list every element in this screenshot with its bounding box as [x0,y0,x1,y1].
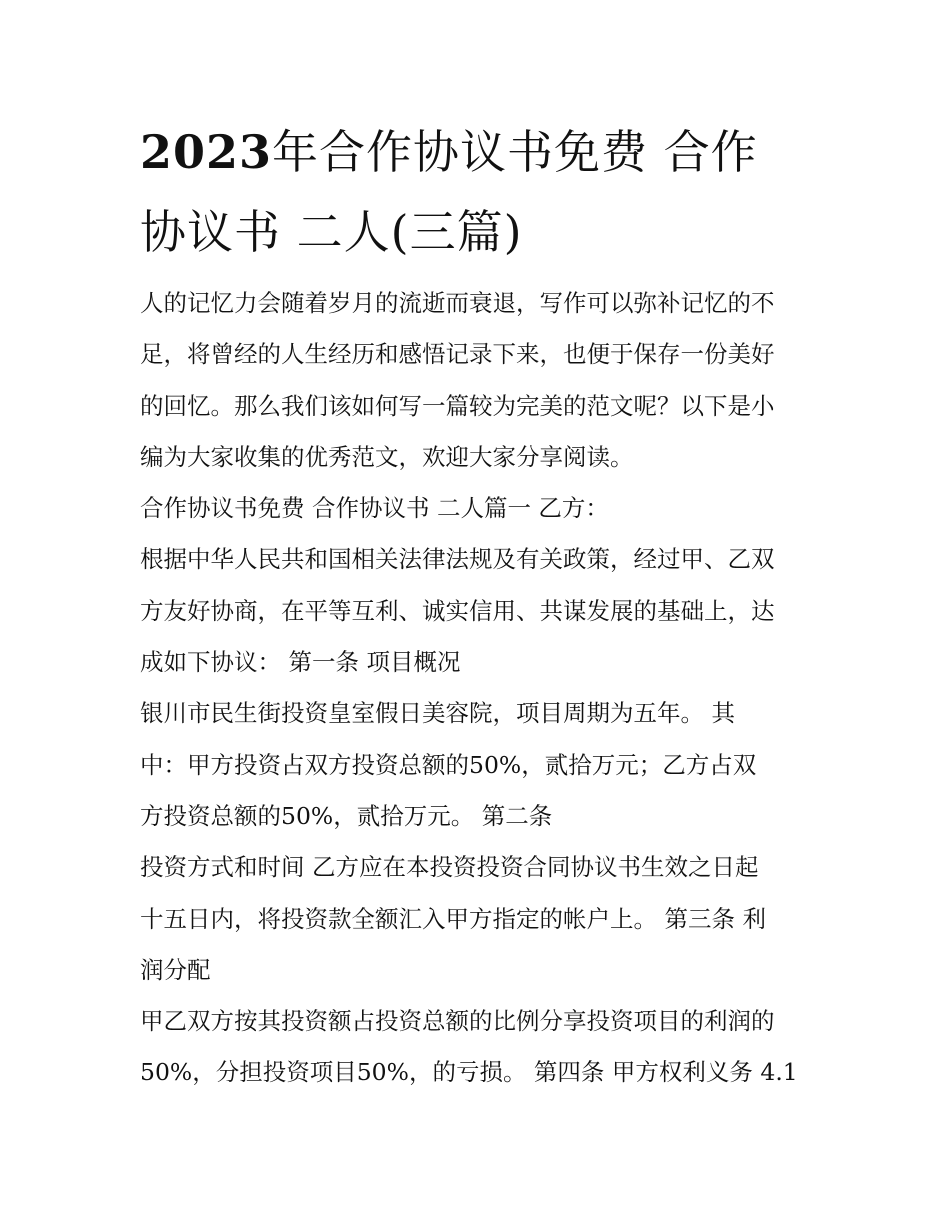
body-line: 50%，分担投资项目50%，的亏损。 第四条 甲方权利义务 4.1 [140,1058,798,1087]
body-line: 成如下协议： 第一条 项目概况 [140,648,461,677]
body-line: 方投资总额的50%，贰拾万元。 第二条 [140,801,553,830]
body-line: 合作协议书免费 合作协议书 二人篇一 乙方： [140,494,609,523]
body-line: 方友好协商，在平等互利、诚实信用、共谋发展的基础上，达 [140,596,775,625]
body-line: 甲乙双方按其投资额占投资总额的比例分享投资项目的利润的 [140,1007,775,1036]
title-line: 协议书 二人(三篇) [140,205,523,259]
document-body [140,278,820,1099]
body-line: 编为大家收集的优秀范文，欢迎大家分享阅读。 [140,442,634,471]
title-line [140,112,820,192]
title-rest: 年合作协议书免费 合作 [272,125,758,179]
body-line: 润分配 [140,955,211,984]
body-line: 的回忆。那么我们该如何写一篇较为完美的范文呢？以下是小 [140,391,775,420]
body-line: 投资方式和时间 乙方应在本投资投资合同协议书生效之日起 [140,853,759,882]
body-line: 足，将曾经的人生经历和感悟记录下来，也便于保存一份美好 [140,340,775,369]
body-line: 中：甲方投资占双方投资总额的50%，贰拾万元；乙方占双 [140,750,757,779]
body-line: 人的记忆力会随着岁月的流逝而衰退，写作可以弥补记忆的不 [140,289,775,317]
document-title [140,112,820,272]
body-line: 十五日内，将投资款全额汇入甲方指定的帐户上。 第三条 利 [140,904,766,933]
title-year: 2023 [140,125,273,179]
body-line: 根据中华人民共和国相关法律法规及有关政策，经过甲、乙双 [140,545,775,574]
body-line: 银川市民生街投资皇室假日美容院，项目周期为五年。 其 [140,699,735,728]
